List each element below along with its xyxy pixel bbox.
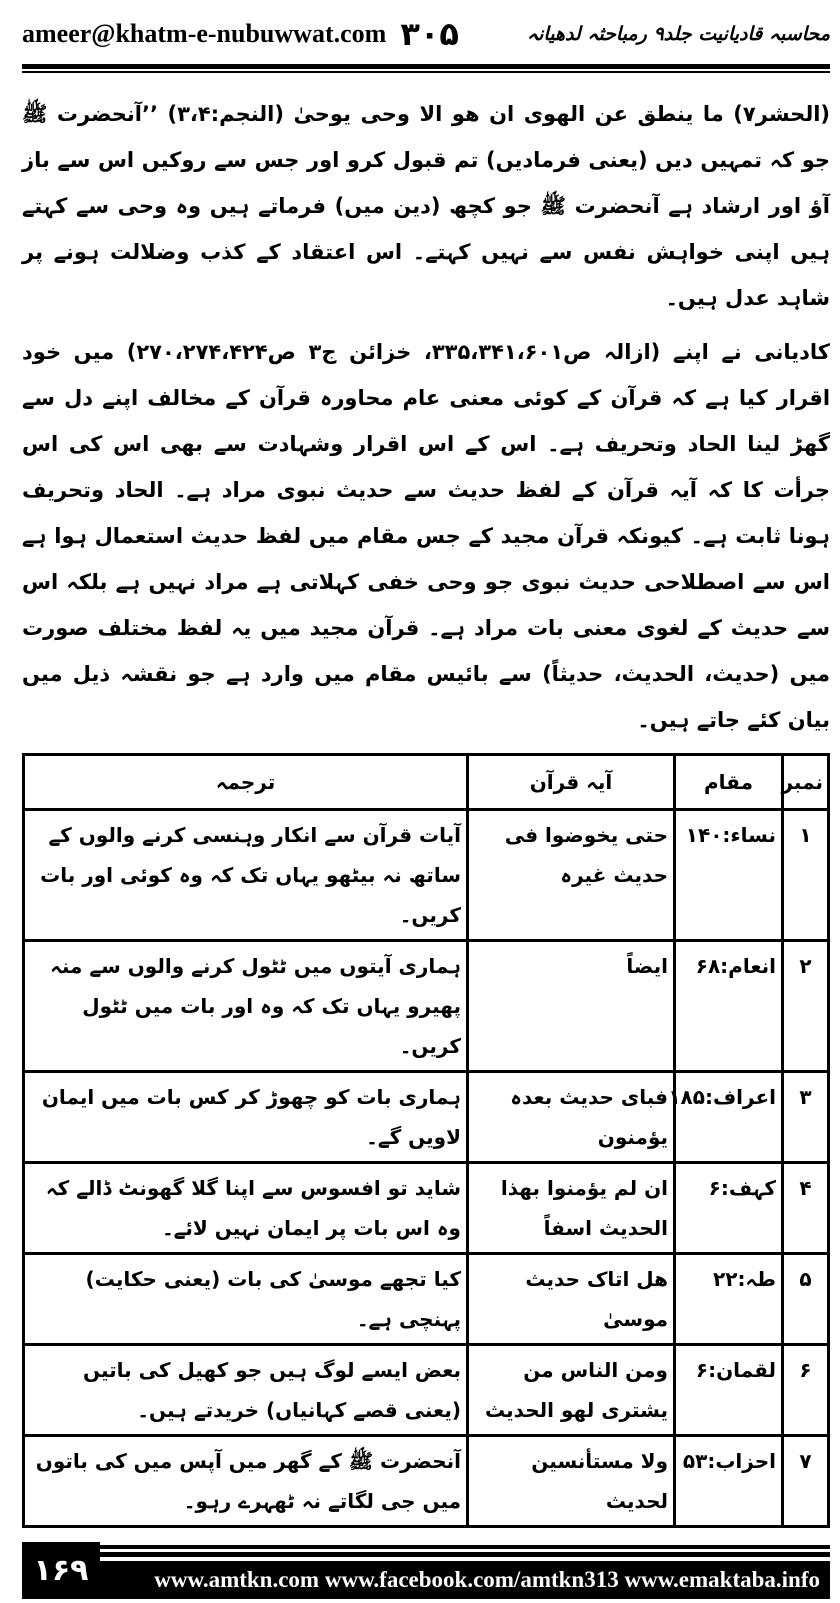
footer-links: www.amtkn.com www.facebook.com/amtkn313 www.emaktaba.info — [154, 1567, 820, 1592]
footer-page-number: ۱۶۹ — [22, 1542, 100, 1599]
paragraph-2 — [22, 329, 830, 743]
cell-translation: ہماری آیتوں میں ٹٹول کرنے والوں سے منہ پھیرو یہاں تک کہ وہ اور بات میں ٹٹول کریں۔ — [24, 941, 468, 1072]
header-verse: آیہ قرآن — [468, 755, 675, 810]
header-translation: ترجمہ — [24, 755, 468, 810]
header-number: نمبر — [783, 755, 829, 810]
footer-rule — [100, 1545, 830, 1549]
cell-location: کہف:۶ — [675, 1163, 783, 1254]
cell-verse: ومن الناس من یشتری لھو الحدیث — [468, 1345, 675, 1436]
header-book-title: محاسبہ قادیانیت جلد۹ رمباحثہ لدھیانہ — [526, 23, 830, 45]
table-row — [24, 1436, 829, 1527]
paragraph-1 — [22, 91, 830, 321]
cell-number: ۳ — [783, 1072, 829, 1163]
text-line: کہ قرآن کے کوئی معنی عام محاورہ قرآن کے مخالف اپنے دل سے گھڑ لینا الحاد وتحریف ہے۔ اس کے اس — [22, 386, 830, 456]
cell-translation: آیات قرآن سے انکار وہنسی کرنے والوں کے ساتھ نہ بیٹھو یہاں تک کہ وہ کوئی اور بات کریں۔ — [24, 810, 468, 941]
text-line: کادیانی نے اپنے (ازالہ ص۳۳۵،۳۴۱،۶۰۱، خزائن ج۳ ص۲۷۰،۲۷۴،۴۲۴) میں خود اقرار کیا ہے — [22, 340, 831, 410]
cell-verse: ان لم یؤمنوا بھذا الحدیث اسفاً — [468, 1163, 675, 1254]
header-left — [22, 15, 459, 53]
table-row — [24, 1254, 829, 1345]
cell-number: ۵ — [783, 1254, 829, 1345]
cell-translation: بعض ایسے لوگ ہیں جو کھیل کی باتیں (یعنی قصے کہانیاں) خریدتے ہیں۔ — [24, 1345, 468, 1436]
footer-rule-thick — [100, 1552, 830, 1557]
footer-right — [100, 1542, 830, 1599]
cell-location: احزاب:۵۳ — [675, 1436, 783, 1527]
header-location: مقام — [675, 755, 783, 810]
table-row — [24, 1072, 829, 1163]
hadith-word-table — [22, 753, 830, 1528]
cell-number: ۷ — [783, 1436, 829, 1527]
cell-verse: فبای حدیث بعدہ یؤمنون — [468, 1072, 675, 1163]
table-row — [24, 1345, 829, 1436]
cell-translation: آنحضرت ﷺ کے گھر میں آپس میں کی باتوں میں جی لگاتے نہ ٹھہرے رہو۔ — [24, 1436, 468, 1527]
cell-number: ۴ — [783, 1163, 829, 1254]
text-line: وضلالت ہونے پر شاہد عدل ہیں۔ — [22, 240, 830, 310]
cell-location: اعراف:۱۸۵ — [675, 1072, 783, 1163]
text-line: (دین میں) فرماتے ہیں وہ وحی سے کہتے ہیں اپنی خواہش نفس سے نہیں کہتے۔ اس اعتقاد کے کذب — [22, 194, 831, 264]
text-line: وتحریف ہونا ثابت ہے۔ کیونکہ قرآن مجید کے جس مقام میں لفظ حدیث استعمال ہوا ہے اس سے اصطلاحی — [22, 478, 830, 594]
footer-links-bar — [100, 1561, 830, 1599]
cell-translation: کیا تجھے موسیٰ کی بات (یعنی حکایت) پہنچی ہے۔ — [24, 1254, 468, 1345]
cell-number: ۱ — [783, 810, 829, 941]
cell-verse: ایضاً — [468, 941, 675, 1072]
cell-number: ۶ — [783, 1345, 829, 1436]
cell-translation: ہماری بات کو چھوڑ کر کس بات میں ایمان لاویں گے۔ — [24, 1072, 468, 1163]
page-footer — [22, 1542, 830, 1599]
text-line: دیں (یعنی فرمادیں) تم قبول کرو اور جس سے روکیں اس سے باز آؤ اور ارشاد ہے آنحضرت ﷺ جو کچھ — [22, 148, 830, 218]
cell-location: لقمان:۶ — [675, 1345, 783, 1436]
cell-number: ۲ — [783, 941, 829, 1072]
page-header — [22, 8, 830, 60]
header-rule-thin — [22, 71, 830, 73]
cell-translation: شاید تو افسوس سے اپنا گلا گھونٹ ڈالے کہ وہ اس بات پر ایمان نہیں لائے۔ — [24, 1163, 468, 1254]
text-line: میں یہ لفظ مختلف صورت میں (حدیث، الحدیث، حدیثاً) سے بائیس مقام میں وارد ہے جو نقشہ ذیل میں بیان — [22, 616, 830, 732]
cell-verse: حتی یخوضوا فی حدیث غیرہ — [468, 810, 675, 941]
table-row — [24, 810, 829, 941]
header-rule — [22, 64, 830, 69]
text-line: اقرار وشہادت سے بھی اس کی اس جرأت کا کہ آیہ قرآن کے لفظ حدیث سے حدیث نبوی مراد ہے۔ الحاد — [22, 432, 830, 502]
cell-location: طہ:۲۲ — [675, 1254, 783, 1345]
cell-verse: ولا مستأنسین لحدیث — [468, 1436, 675, 1527]
cell-verse: ھل اتاک حدیث موسیٰ — [468, 1254, 675, 1345]
cell-location: انعام:۶۸ — [675, 941, 783, 1072]
header-page-number: ۳۰۵ — [400, 15, 459, 53]
header-email: ameer@khatm-e-nubuwwat.com — [22, 19, 387, 48]
text-line: حدیث نبوی جو وحی خفی کہلاتی ہے مراد نہیں ہے بلکہ اس سے حدیث کے لغوی معنی بات مراد ہے۔ قرآن مجید — [22, 570, 830, 640]
table-header-row — [24, 755, 829, 810]
table-row — [24, 1163, 829, 1254]
cell-location: نساء:۱۴۰ — [675, 810, 783, 941]
text-line: کئے جاتے ہیں۔ — [637, 708, 781, 732]
text-line: (الحشر۷) ما ینطق عن الھوی ان ھو الا وحی یوحیٰ (النجم:۳،۴) ’’آنحضرت ﷺ جو کہ تمہیں — [22, 102, 831, 172]
table-row — [24, 941, 829, 1072]
